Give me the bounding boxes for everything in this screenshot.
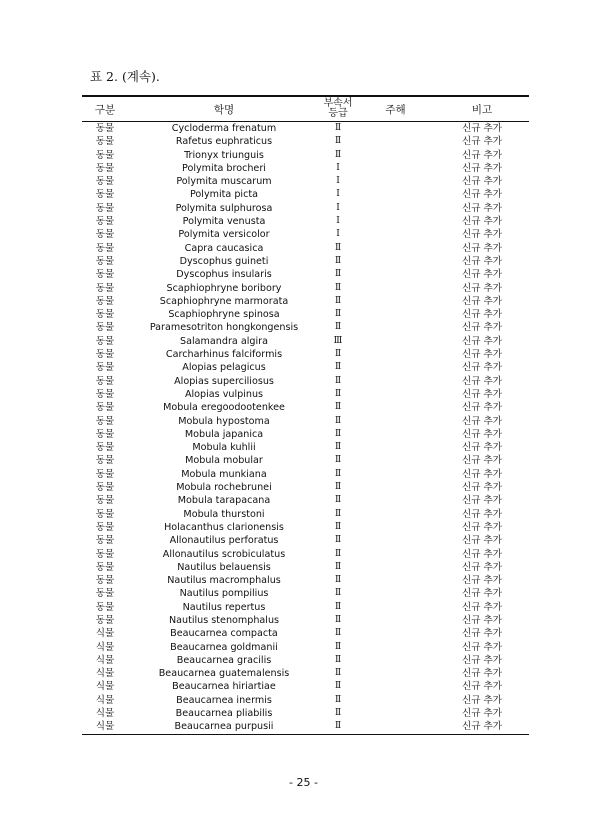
table-row: [82, 428, 529, 441]
cell-category: 동물: [95, 362, 115, 374]
table-row: [82, 508, 529, 521]
cell-category: 식물: [95, 628, 115, 640]
cell-remark: 신규 추가: [461, 548, 503, 560]
cell-remark: 신규 추가: [461, 242, 503, 254]
table-row: [82, 295, 529, 308]
cell-note: [356, 641, 435, 654]
cell-grade: Ⅱ: [334, 468, 342, 479]
cell-grade: Ⅱ: [334, 255, 342, 266]
cell-remark: 신규 추가: [461, 375, 503, 387]
cell-category: 동물: [95, 282, 115, 294]
cell-remark: 신규 추가: [461, 628, 503, 640]
cell-grade: Ⅰ: [336, 229, 340, 240]
cell-remark: 신규 추가: [461, 335, 503, 347]
cell-grade: Ⅱ: [334, 681, 342, 692]
cell-remark: 신규 추가: [461, 455, 503, 467]
cell-remark: 신규 추가: [461, 708, 503, 720]
cell-name: Beaucarnea gracilis: [176, 654, 272, 666]
cell-category: 동물: [95, 468, 115, 480]
cell-note: [356, 454, 435, 467]
table-row: [82, 188, 529, 201]
cell-category: 동물: [95, 482, 115, 494]
table-row: [82, 667, 529, 680]
cell-note: [356, 388, 435, 401]
cell-grade: Ⅰ: [336, 202, 340, 213]
table-row: [82, 494, 529, 507]
cell-grade: Ⅰ: [336, 176, 340, 187]
cell-category: 동물: [95, 442, 115, 454]
cell-grade: Ⅱ: [334, 721, 342, 732]
cell-category: 식물: [95, 708, 115, 720]
cell-note: [356, 175, 435, 188]
cell-remark: 신규 추가: [461, 295, 503, 307]
cell-category: 동물: [95, 189, 115, 201]
table-row: [82, 521, 529, 534]
cell-name: Mobula tarapacana: [177, 495, 271, 507]
cell-name: Mobula kuhlii: [192, 442, 256, 454]
cell-category: 동물: [95, 162, 115, 174]
cell-note: [356, 188, 435, 201]
cell-note: [356, 282, 435, 295]
table-row: [82, 680, 529, 693]
header-note: 주해: [385, 103, 406, 116]
cell-remark: 신규 추가: [461, 614, 503, 626]
cell-name: Nautilus pompilius: [179, 588, 269, 600]
cell-name: Beaucarnea compacta: [170, 628, 278, 640]
cell-name: Alopias pelagicus: [182, 362, 266, 374]
cell-grade: Ⅱ: [334, 402, 342, 413]
table-row: [82, 255, 529, 268]
cell-grade: Ⅱ: [334, 521, 342, 532]
header-grade: [320, 97, 356, 121]
cell-note: [356, 707, 435, 720]
table-row: [82, 149, 529, 162]
cell-grade: Ⅱ: [334, 282, 342, 293]
cell-remark: 신규 추가: [461, 322, 503, 334]
table-row: [82, 122, 529, 135]
table-caption: 표 2. (계속).: [90, 69, 160, 84]
cell-remark: 신규 추가: [461, 668, 503, 680]
cell-category: 동물: [95, 295, 115, 307]
cell-category: 동물: [95, 149, 115, 161]
cell-name: Nautilus macromphalus: [167, 575, 281, 587]
cell-name: Cycloderma frenatum: [171, 123, 277, 134]
cell-name: Carcharhinus falciformis: [165, 349, 283, 361]
cell-category: 동물: [95, 588, 115, 600]
cell-grade: Ⅱ: [334, 601, 342, 612]
cell-remark: 신규 추가: [461, 349, 503, 361]
cell-name: Nautilus belauensis: [177, 561, 271, 573]
cell-category: 동물: [95, 614, 115, 626]
cell-note: [356, 401, 435, 414]
cell-remark: 신규 추가: [461, 588, 503, 600]
cell-grade: Ⅱ: [334, 322, 342, 333]
table-header-row: [82, 97, 529, 121]
table-row: [82, 388, 529, 401]
header-category: 구분: [94, 103, 116, 116]
cell-category: 동물: [95, 335, 115, 347]
cell-grade: Ⅱ: [334, 455, 342, 466]
cell-note: [356, 415, 435, 428]
cell-category: 동물: [95, 136, 115, 148]
cell-note: [356, 601, 435, 614]
cell-remark: 신규 추가: [461, 654, 503, 666]
table-row: [82, 627, 529, 640]
cell-grade: Ⅱ: [334, 309, 342, 320]
cell-name: Mobula hypostoma: [178, 415, 270, 427]
cell-remark: 신규 추가: [461, 575, 503, 587]
cell-category: 동물: [95, 375, 115, 387]
cell-grade: Ⅱ: [334, 442, 342, 453]
cell-grade: Ⅰ: [336, 162, 340, 173]
cell-name: Capra caucasica: [184, 242, 264, 254]
header-name: 학명: [213, 103, 235, 116]
cell-remark: 신규 추가: [461, 136, 503, 148]
cell-remark: 신규 추가: [461, 162, 503, 174]
cell-remark: 신규 추가: [461, 189, 503, 201]
cell-name: Alopias superciliosus: [174, 375, 274, 387]
cell-grade: Ⅱ: [334, 375, 342, 386]
cell-grade: Ⅱ: [334, 149, 342, 160]
page-number: - 25 -: [289, 776, 318, 789]
cell-note: [356, 122, 435, 135]
cell-grade: Ⅱ: [334, 641, 342, 652]
cell-note: [356, 574, 435, 587]
cell-note: [356, 534, 435, 547]
table-row: [82, 561, 529, 574]
cell-grade: Ⅱ: [334, 136, 342, 147]
table-body: [82, 122, 529, 734]
cell-grade: Ⅱ: [334, 588, 342, 599]
cell-note: [356, 162, 435, 175]
cell-remark: 신규 추가: [461, 176, 503, 188]
cell-category: 동물: [95, 322, 115, 334]
cell-remark: 신규 추가: [461, 202, 503, 214]
table-row: [82, 707, 529, 720]
cell-note: [356, 255, 435, 268]
cell-category: 동물: [95, 349, 115, 361]
cell-note: [356, 202, 435, 215]
cell-category: 동물: [95, 508, 115, 520]
cell-remark: 신규 추가: [461, 535, 503, 547]
cell-grade: Ⅱ: [334, 575, 342, 586]
cell-note: [356, 667, 435, 680]
cell-remark: 신규 추가: [461, 402, 503, 414]
cell-note: [356, 587, 435, 600]
cell-category: 동물: [95, 309, 115, 321]
cell-name: Polymita versicolor: [178, 229, 270, 241]
cell-name: Paramesotriton hongkongensis: [149, 322, 299, 334]
cell-category: 동물: [95, 202, 115, 214]
cell-note: [356, 548, 435, 561]
cell-category: 식물: [95, 681, 115, 693]
cell-note: [356, 215, 435, 228]
table-row: [82, 228, 529, 241]
cell-grade: Ⅱ: [334, 388, 342, 399]
cell-category: 동물: [95, 428, 115, 440]
cell-note: [356, 680, 435, 693]
cell-name: Mobula japanica: [184, 428, 264, 440]
table-row: [82, 587, 529, 600]
cell-name: Beaucarnea purpusii: [174, 721, 274, 733]
cell-note: [356, 228, 435, 241]
cell-category: 동물: [95, 575, 115, 587]
cell-name: Rafetus euphraticus: [175, 136, 273, 148]
cell-name: Beaucarnea inermis: [176, 694, 272, 706]
cell-note: [356, 321, 435, 334]
cell-name: Mobula munkiana: [181, 468, 267, 480]
table-row: [82, 441, 529, 454]
cell-note: [356, 627, 435, 640]
cell-name: Nautilus stenomphalus: [168, 614, 280, 626]
cell-remark: 신규 추가: [461, 681, 503, 693]
cell-category: 식물: [95, 668, 115, 680]
cell-remark: 신규 추가: [461, 521, 503, 533]
cell-remark: 신규 추가: [461, 388, 503, 400]
cell-grade: Ⅱ: [334, 415, 342, 426]
cell-name: Mobula thurstoni: [183, 508, 265, 520]
cell-name: Holacanthus clarionensis: [164, 521, 284, 533]
table-row: [82, 720, 529, 733]
cell-name: Alopias vulpinus: [184, 388, 264, 400]
cell-name: Scaphiophryne spinosa: [168, 309, 280, 321]
cell-remark: 신규 추가: [461, 269, 503, 281]
cell-remark: 신규 추가: [461, 255, 503, 267]
cell-note: [356, 614, 435, 627]
species-table: [82, 95, 529, 735]
cell-remark: 신규 추가: [461, 428, 503, 440]
table-row: [82, 242, 529, 255]
cell-remark: 신규 추가: [461, 561, 503, 573]
table-row: [82, 202, 529, 215]
cell-note: [356, 428, 435, 441]
cell-name: Beaucarnea pliabilis: [175, 708, 273, 720]
header-grade-line2: 등급: [328, 108, 348, 119]
cell-name: Polymita venusta: [182, 216, 266, 228]
cell-note: [356, 720, 435, 733]
cell-note: [356, 361, 435, 374]
table-row: [82, 308, 529, 321]
table-row: [82, 694, 529, 707]
cell-remark: 신규 추가: [461, 721, 503, 733]
cell-name: Mobula eregoodootenkee: [163, 402, 285, 414]
cell-name: Polymita muscarum: [176, 176, 272, 188]
cell-note: [356, 335, 435, 348]
cell-grade: Ⅱ: [334, 708, 342, 719]
table-row: [82, 574, 529, 587]
cell-category: 식물: [95, 641, 115, 653]
cell-category: 동물: [95, 561, 115, 573]
cell-grade: Ⅱ: [334, 428, 342, 439]
cell-note: [356, 494, 435, 507]
cell-remark: 신규 추가: [461, 362, 503, 374]
cell-name: Allonautilus perforatus: [169, 535, 279, 547]
cell-note: [356, 348, 435, 361]
cell-category: 식물: [95, 721, 115, 733]
cell-name: Beaucarnea hiriartiae: [172, 681, 276, 693]
table-row: [82, 375, 529, 388]
cell-remark: 신규 추가: [461, 415, 503, 427]
table-row: [82, 401, 529, 414]
cell-name: Polymita brocheri: [182, 162, 266, 174]
cell-note: [356, 441, 435, 454]
cell-grade: Ⅱ: [334, 535, 342, 546]
table-row: [82, 641, 529, 654]
cell-remark: 신규 추가: [461, 123, 503, 134]
cell-name: Polymita sulphurosa: [175, 202, 273, 214]
cell-note: [356, 694, 435, 707]
cell-category: 동물: [95, 548, 115, 560]
table-row: [82, 335, 529, 348]
table-row: [82, 534, 529, 547]
cell-name: Salamandra algira: [180, 335, 268, 347]
table-row: [82, 175, 529, 188]
cell-note: [356, 561, 435, 574]
cell-grade: Ⅱ: [334, 242, 342, 253]
cell-category: 동물: [95, 455, 115, 467]
cell-name: Polymita picta: [189, 189, 259, 201]
cell-name: Nautilus repertus: [182, 601, 266, 613]
cell-grade: Ⅰ: [336, 216, 340, 227]
table-row: [82, 481, 529, 494]
cell-category: 동물: [95, 495, 115, 507]
cell-name: Scaphiophryne marmorata: [159, 295, 289, 307]
cell-category: 식물: [95, 694, 115, 706]
cell-category: 동물: [95, 216, 115, 228]
header-remark: 비고: [471, 103, 493, 116]
cell-name: Allonautilus scrobiculatus: [162, 548, 286, 560]
cell-remark: 신규 추가: [461, 495, 503, 507]
cell-note: [356, 654, 435, 667]
cell-category: 동물: [95, 402, 115, 414]
cell-name: Beaucarnea goldmanii: [170, 641, 278, 653]
cell-remark: 신규 추가: [461, 482, 503, 494]
cell-category: 동물: [95, 255, 115, 267]
cell-grade: Ⅱ: [334, 362, 342, 373]
table-row: [82, 321, 529, 334]
cell-note: [356, 295, 435, 308]
cell-grade: Ⅱ: [334, 614, 342, 625]
table-row: [82, 215, 529, 228]
table-row: [82, 348, 529, 361]
table-row: [82, 162, 529, 175]
cell-category: 동물: [95, 415, 115, 427]
cell-note: [356, 242, 435, 255]
cell-remark: 신규 추가: [461, 229, 503, 241]
cell-name: Mobula rochebrunei: [176, 482, 272, 494]
cell-category: 식물: [95, 654, 115, 666]
cell-grade: Ⅱ: [334, 694, 342, 705]
table-row: [82, 468, 529, 481]
cell-category: 동물: [95, 269, 115, 281]
table-row: [82, 135, 529, 148]
cell-grade: Ⅲ: [333, 335, 343, 346]
cell-remark: 신규 추가: [461, 694, 503, 706]
cell-grade: Ⅱ: [334, 654, 342, 665]
cell-remark: 신규 추가: [461, 309, 503, 321]
cell-grade: Ⅰ: [336, 189, 340, 200]
cell-grade: Ⅱ: [334, 628, 342, 639]
cell-category: 동물: [95, 242, 115, 254]
cell-name: Mobula mobular: [185, 455, 263, 467]
cell-note: [356, 149, 435, 162]
table-row: [82, 415, 529, 428]
cell-grade: Ⅱ: [334, 482, 342, 493]
cell-name: Trionyx triunguis: [184, 149, 264, 161]
cell-note: [356, 508, 435, 521]
table-row: [82, 601, 529, 614]
cell-note: [356, 481, 435, 494]
cell-grade: Ⅱ: [334, 508, 342, 519]
cell-grade: Ⅱ: [334, 668, 342, 679]
header-grade-line1: 부속서: [323, 98, 353, 109]
cell-category: 동물: [95, 388, 115, 400]
cell-remark: 신규 추가: [461, 442, 503, 454]
cell-note: [356, 135, 435, 148]
cell-grade: Ⅱ: [334, 495, 342, 506]
cell-remark: 신규 추가: [461, 468, 503, 480]
cell-name: Beaucarnea guatemalensis: [158, 668, 290, 680]
cell-grade: Ⅱ: [334, 349, 342, 360]
cell-grade: Ⅱ: [334, 123, 342, 133]
cell-remark: 신규 추가: [461, 282, 503, 294]
cell-note: [356, 521, 435, 534]
cell-note: [356, 375, 435, 388]
cell-category: 동물: [95, 229, 115, 241]
cell-category: 동물: [95, 521, 115, 533]
cell-category: 동물: [95, 601, 115, 613]
table-row: [82, 361, 529, 374]
table-row: [82, 654, 529, 667]
table-row: [82, 548, 529, 561]
cell-remark: 신규 추가: [461, 216, 503, 228]
cell-name: Scaphiophryne boribory: [166, 282, 282, 294]
cell-remark: 신규 추가: [461, 149, 503, 161]
table-row: [82, 268, 529, 281]
cell-grade: Ⅱ: [334, 561, 342, 572]
cell-grade: Ⅱ: [334, 548, 342, 559]
cell-remark: 신규 추가: [461, 601, 503, 613]
cell-note: [356, 308, 435, 321]
cell-name: Dyscophus guineti: [179, 255, 269, 267]
cell-category: 동물: [95, 123, 115, 134]
cell-note: [356, 268, 435, 281]
table-row: [82, 614, 529, 627]
table-bottom-rule: [82, 734, 529, 735]
cell-grade: Ⅱ: [334, 295, 342, 306]
cell-category: 동물: [95, 176, 115, 188]
cell-category: 동물: [95, 535, 115, 547]
table-row: [82, 282, 529, 295]
table-row: [82, 454, 529, 467]
cell-note: [356, 468, 435, 481]
cell-remark: 신규 추가: [461, 508, 503, 520]
cell-remark: 신규 추가: [461, 641, 503, 653]
cell-name: Dyscophus insularis: [176, 269, 272, 281]
cell-grade: Ⅱ: [334, 269, 342, 280]
